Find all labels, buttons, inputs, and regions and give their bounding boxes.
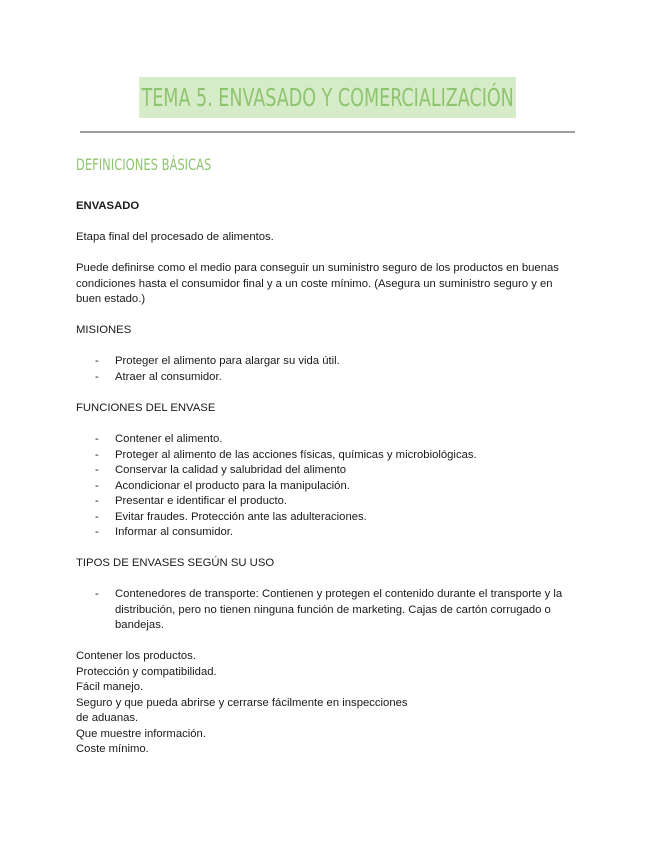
title-container	[0, 77, 655, 118]
list-item-text: Presentar e identificar el producto.	[115, 495, 288, 507]
text-line: Contener los productos.	[76, 650, 196, 662]
list-item-text: Proteger al alimento de las acciones físicas, químicas y microbiológicas.	[115, 448, 477, 461]
text-line: Seguro y que pueda abrirse y cerrarse fácilmente en inspecciones	[76, 696, 408, 709]
list-item	[95, 479, 477, 495]
list-item	[95, 354, 340, 370]
tipos-heading: TIPOS DE ENVASES SEGÚN SU USO	[76, 557, 275, 569]
list-item	[95, 448, 477, 464]
list-item-text: Contenedores de transporte: Contienen y protegen el contenido durante el transporte y la distribución, pero no tienen ninguna función de marketing. Cajas de cartón corrugado o bandejas.	[115, 588, 563, 631]
title-divider	[80, 131, 575, 133]
list-item	[95, 370, 340, 386]
list-item-text: Acondicionar el producto para la manipulación.	[115, 479, 350, 492]
funciones-list	[95, 432, 477, 541]
list-item	[95, 587, 575, 634]
text-line: de aduanas.	[76, 712, 139, 724]
section-heading: DEFINICIONES BÁSICAS	[76, 155, 212, 174]
list-dash: -	[95, 433, 99, 445]
list-item	[95, 463, 477, 479]
list-item	[95, 494, 477, 510]
misiones-list	[95, 354, 340, 385]
list-item-text: Contener el alimento.	[115, 433, 223, 445]
list-item	[95, 432, 477, 448]
list-dash: -	[95, 588, 99, 600]
list-item-text: Evitar fraudes. Protección ante las adulteraciones.	[115, 510, 367, 523]
tipos-lines	[76, 649, 408, 758]
list-dash: -	[95, 464, 99, 476]
list-dash: -	[95, 448, 99, 461]
text-line: Coste mínimo.	[76, 743, 149, 755]
funciones-heading: FUNCIONES DEL ENVASE	[76, 402, 216, 414]
text-line: Que muestre información.	[76, 727, 206, 740]
list-dash: -	[95, 526, 99, 538]
envasado-line: Etapa final del procesado de alimentos.	[76, 231, 274, 243]
text-line: Fácil manejo.	[76, 681, 144, 693]
list-dash: -	[95, 495, 99, 507]
envasado-heading: ENVASADO	[76, 200, 140, 212]
list-dash: -	[95, 510, 99, 523]
list-dash: -	[95, 355, 99, 367]
envasado-paragraph: Puede definirse como el medio para conseguir un suministro seguro de los productos en buenas condiciones hasta el consumidor final y a un coste mínimo. (Asegura un suministro seguro y en buen estado.)	[76, 262, 559, 305]
list-item	[95, 525, 477, 541]
list-item-text: Atraer al consumidor.	[115, 370, 222, 383]
page-title: TEMA 5. ENVASADO Y COMERCIALIZACIÓN	[139, 77, 516, 118]
list-item-text: Proteger el alimento para alargar su vida útil.	[115, 355, 340, 367]
list-item-text: Informar al consumidor.	[115, 526, 234, 538]
text-line: Protección y compatibilidad.	[76, 665, 217, 678]
list-item	[95, 510, 477, 526]
tipos-list	[95, 587, 575, 634]
list-dash: -	[95, 370, 99, 383]
list-item-text: Conservar la calidad y salubridad del alimento	[115, 464, 347, 476]
list-dash: -	[95, 479, 99, 492]
misiones-heading: MISIONES	[76, 324, 132, 336]
